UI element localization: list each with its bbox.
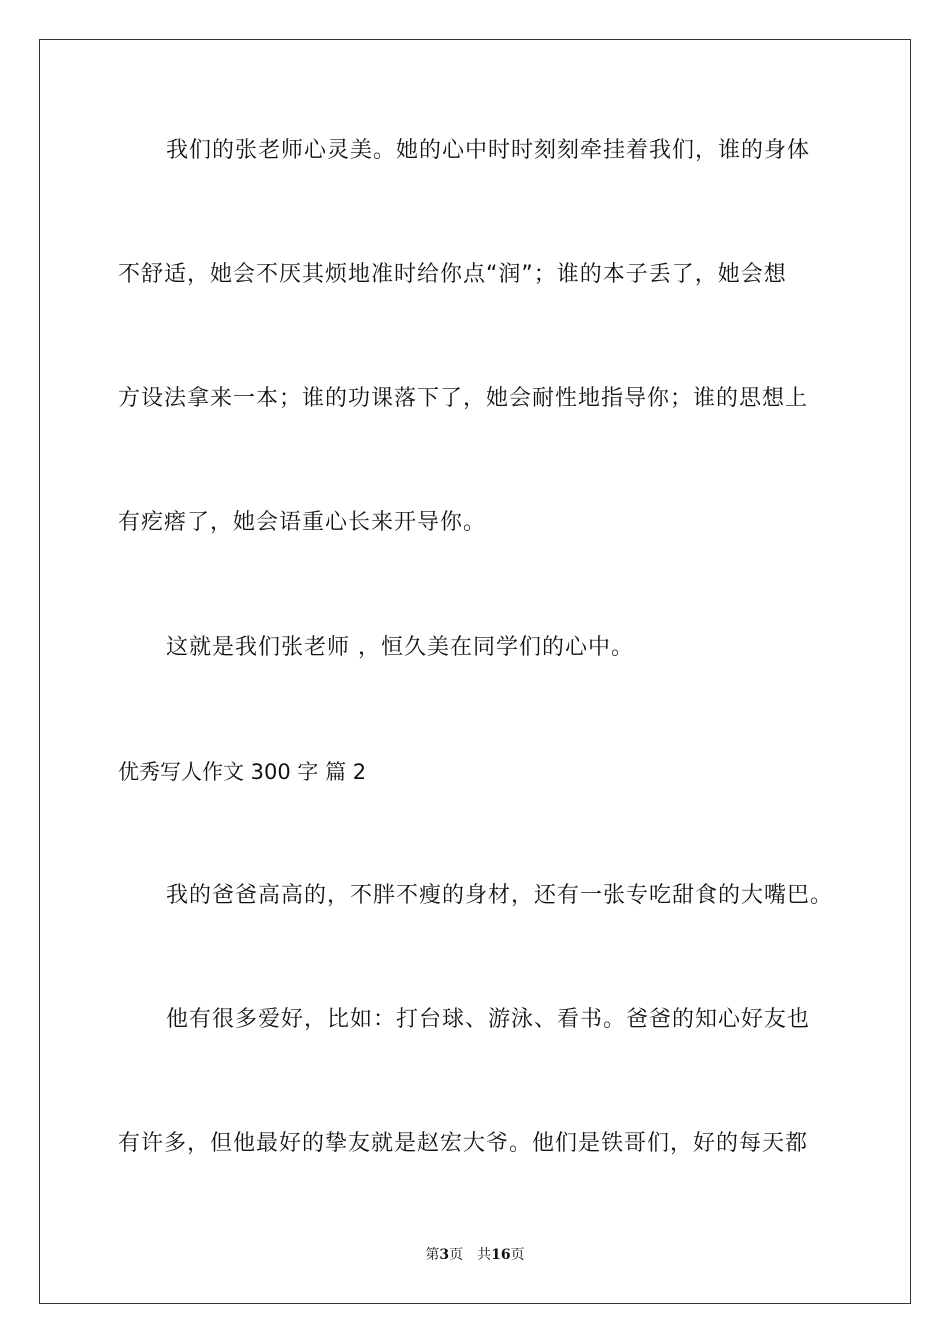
page-prefix: 第 [425, 1247, 440, 1263]
paragraph-line: 我的爸爸高高的，不胖不瘦的身材，还有一张专吃甜食的大嘴巴。 [166, 883, 834, 908]
page-total: 16 [491, 1247, 511, 1263]
paragraph-line: 有许多，但他最好的挚友就是赵宏大爷。他们是铁哥们，好的每天都 [118, 1131, 809, 1156]
paragraph-closing: 这就是我们张老师 ，恒久美在同学们的心中。 [166, 635, 634, 660]
paragraph-line: 有疙瘩了，她会语重心长来开导你。 [118, 510, 487, 535]
section-heading: 优秀写人作文 300 字 篇 2 [118, 760, 367, 784]
page-border [39, 39, 911, 1304]
paragraph-line: 我们的张老师心灵美。她的心中时时刻刻牵挂着我们，谁的身体 [166, 138, 811, 163]
page-suffix: 页 [449, 1247, 464, 1263]
paragraph-line: 不舒适，她会不厌其烦地准时给你点“润”；谁的本子丢了，她会想 [118, 262, 787, 287]
paragraph-line: 方设法拿来一本；谁的功课落下了，她会耐性地指导你；谁的思想上 [118, 386, 809, 411]
page-footer [0, 1245, 950, 1265]
total-prefix: 共 [477, 1247, 492, 1263]
total-suffix: 页 [510, 1247, 525, 1263]
paragraph-line: 他有很多爱好，比如：打台球、游泳、看书。爸爸的知心好友也 [166, 1007, 811, 1032]
page-current: 3 [439, 1247, 450, 1263]
